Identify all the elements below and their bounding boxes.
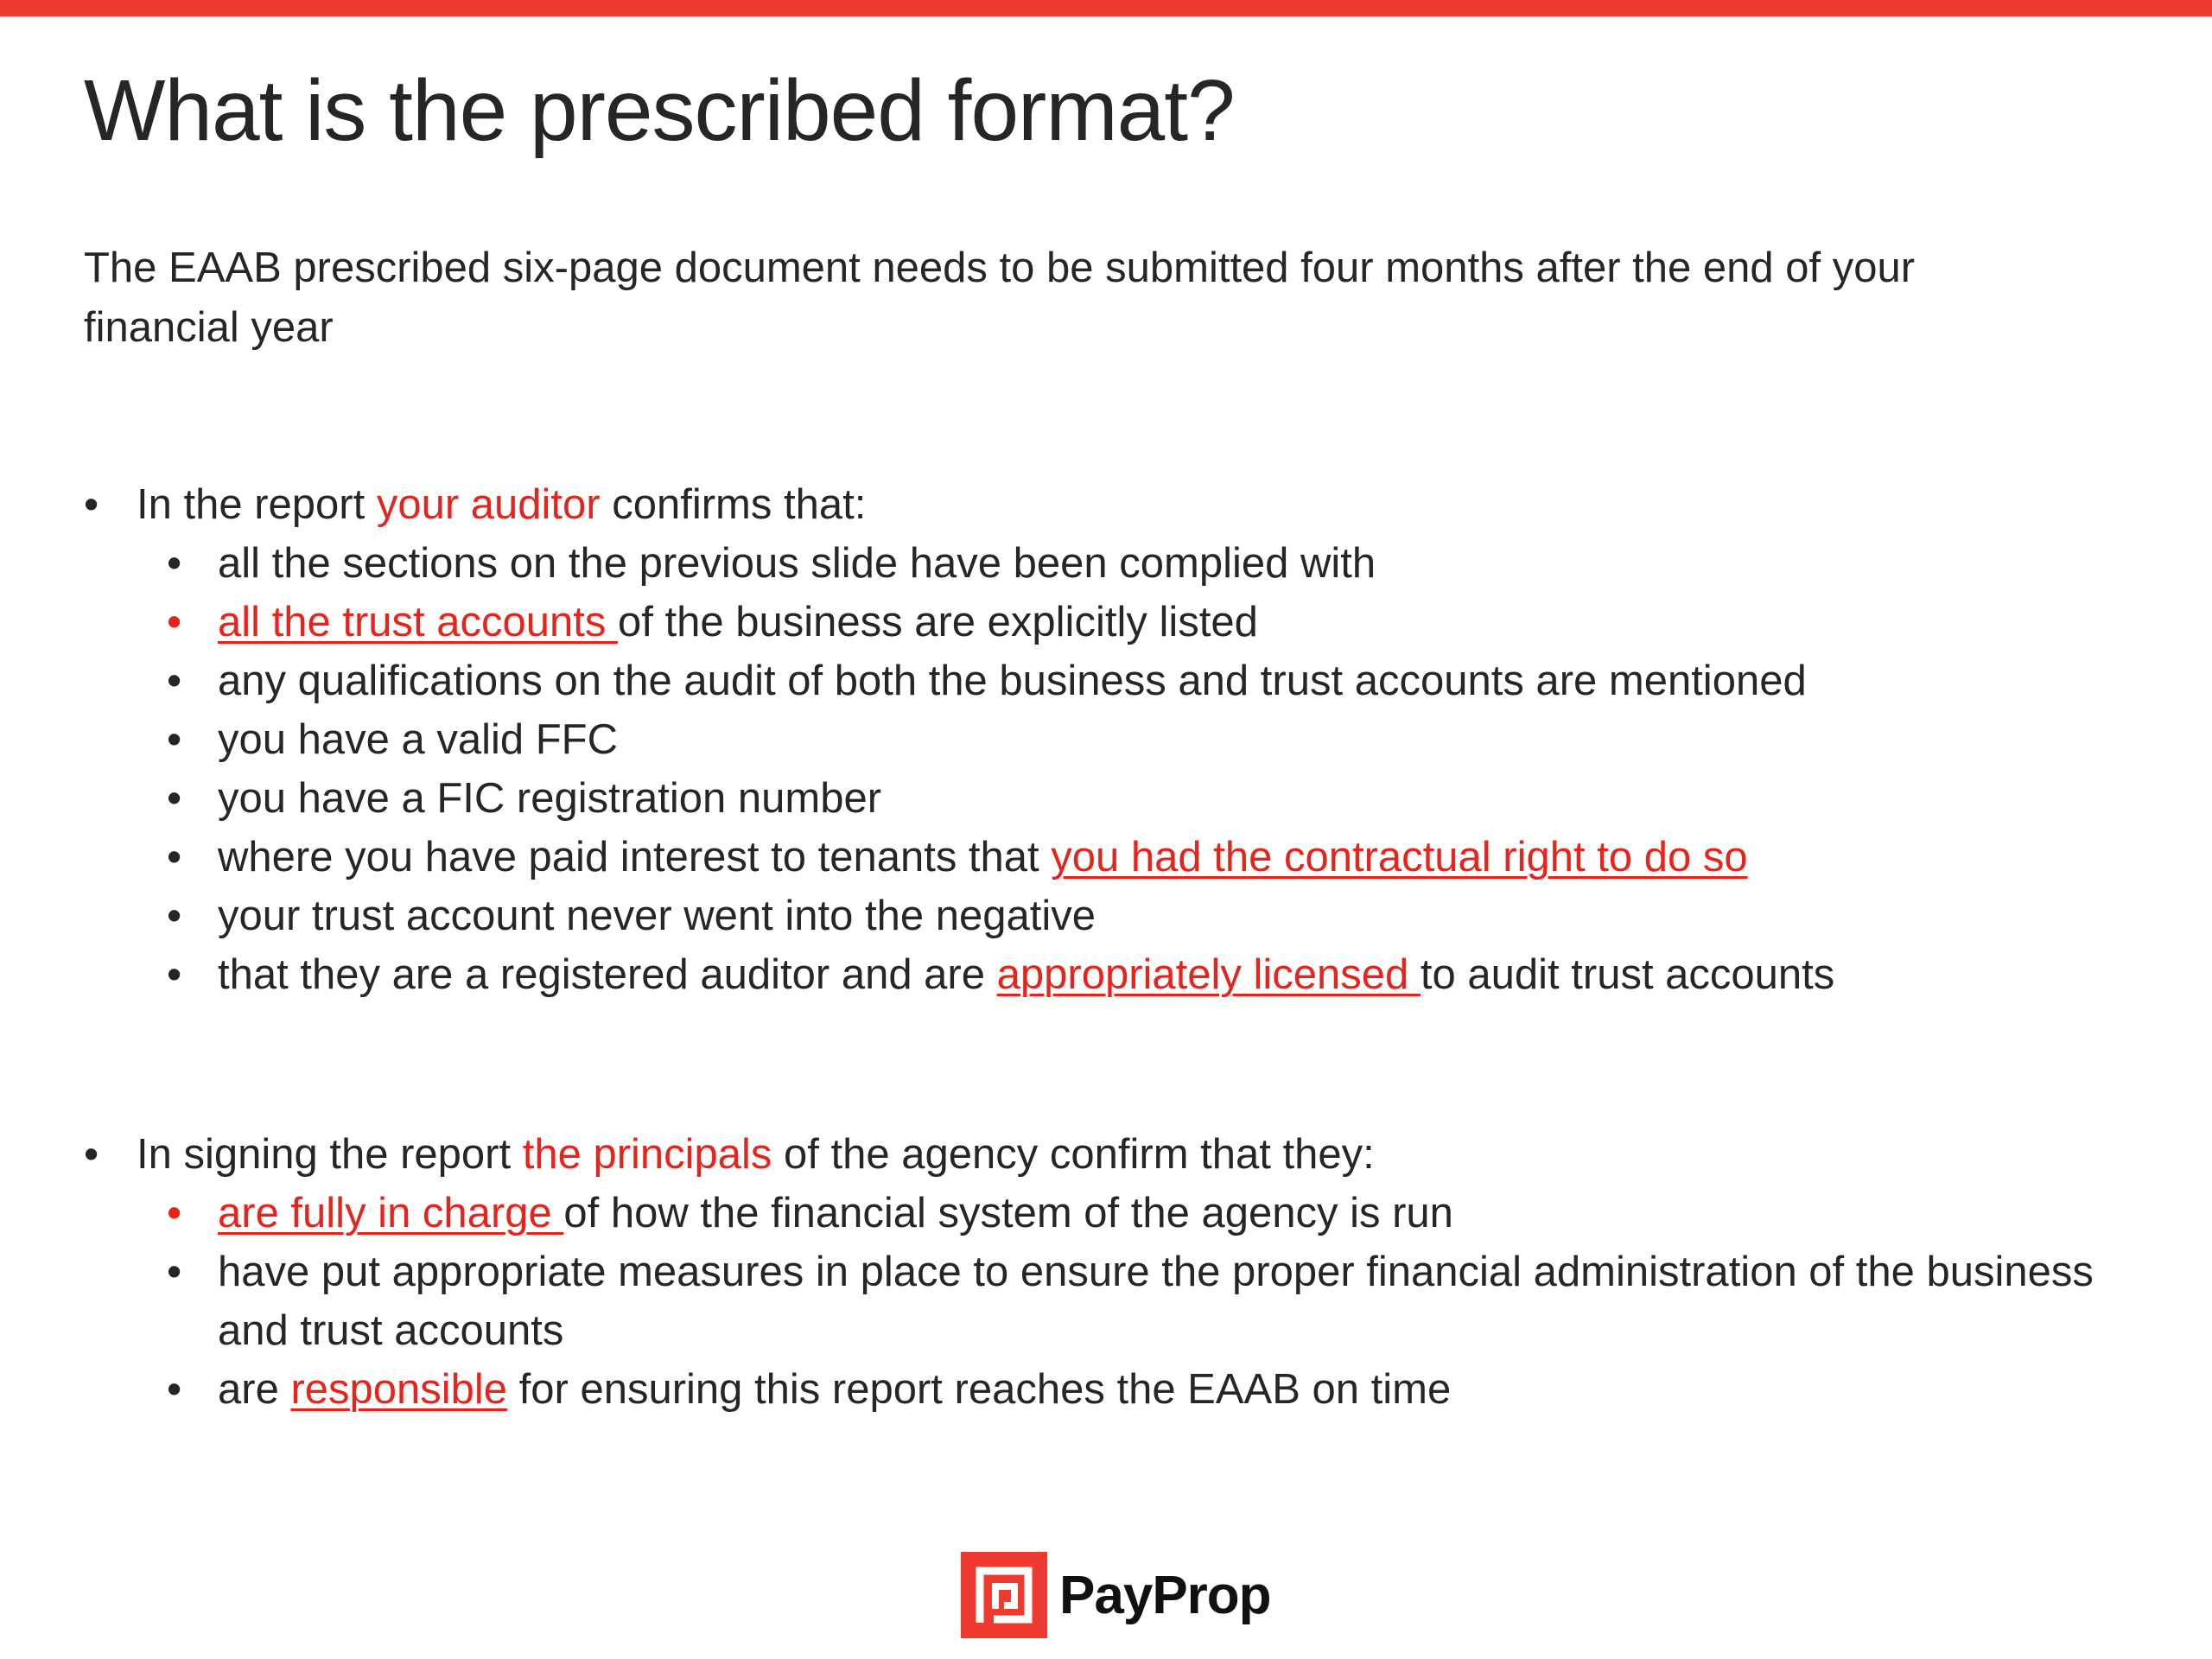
principals-section bbox=[84, 1125, 2175, 1419]
payprop-logo bbox=[961, 1552, 1271, 1638]
bullet-icon: • bbox=[167, 951, 182, 998]
list-item: • you have a valid FFC bbox=[84, 710, 2175, 769]
list-item: • any qualifications on the audit of both the business and trust accounts are mentioned bbox=[84, 652, 2175, 710]
bullet-icon: • bbox=[167, 893, 182, 939]
auditor-section bbox=[84, 475, 2175, 1004]
bullet-icon: • bbox=[167, 1190, 182, 1236]
list-item: • have put appropriate measures in place to ensure the proper financial administration of the business and trust accounts bbox=[84, 1243, 2101, 1360]
link-appropriately-licensed[interactable]: appropriately licensed bbox=[996, 951, 1421, 998]
link-all-trust-accounts[interactable]: all the trust accounts bbox=[218, 599, 619, 645]
bullet-icon: • bbox=[167, 540, 182, 587]
brand-name: PayProp bbox=[1059, 1565, 1271, 1625]
bullet-icon: • bbox=[167, 1249, 182, 1295]
bullet-icon: • bbox=[167, 834, 182, 880]
list-item: • your trust account never went into the negative bbox=[84, 887, 2175, 945]
bullet-icon: • bbox=[167, 716, 182, 763]
bullet-icon: • bbox=[167, 658, 182, 704]
list-item: • are fully in charge of how the financial system of the agency is run bbox=[84, 1184, 2175, 1243]
link-responsible[interactable]: responsible bbox=[290, 1366, 508, 1413]
list-item: • you have a FIC registration number bbox=[84, 769, 2175, 828]
intro-paragraph: The EAAB prescribed six-page document needs to be submitted four months after the end of your financial year bbox=[84, 245, 1916, 351]
highlight-your-auditor: your auditor bbox=[376, 481, 601, 528]
list-item: • where you have paid interest to tenants that you had the contractual right to do so bbox=[84, 828, 2175, 887]
bullet-icon: • bbox=[84, 1131, 99, 1178]
bullet-icon: • bbox=[167, 775, 182, 822]
list-item: • all the trust accounts of the business are explicitly listed bbox=[84, 593, 2175, 652]
list-item: • all the sections on the previous slide have been complied with bbox=[84, 534, 2175, 593]
link-contractual-right[interactable]: you had the contractual right to do so bbox=[1051, 834, 1748, 880]
list-item: • are responsible for ensuring this report reaches the EAAB on time bbox=[84, 1360, 2175, 1419]
top-accent-bar bbox=[0, 0, 2212, 16]
link-fully-in-charge[interactable]: are fully in charge bbox=[218, 1190, 564, 1236]
highlight-the-principals: the principals bbox=[522, 1131, 772, 1178]
bullet-icon: • bbox=[84, 481, 99, 528]
principals-lead: • In signing the report the principals of the agency confirm that they: bbox=[84, 1125, 2175, 1184]
slide-title: What is the prescribed format? bbox=[84, 62, 1235, 159]
payprop-logo-icon bbox=[961, 1552, 1047, 1638]
auditor-lead: • In the report your auditor confirms that: bbox=[84, 475, 2175, 534]
bullet-icon: • bbox=[167, 599, 182, 645]
list-item: • that they are a registered auditor and are appropriately licensed to audit trust accounts bbox=[84, 945, 2175, 1004]
bullet-icon: • bbox=[167, 1366, 182, 1413]
